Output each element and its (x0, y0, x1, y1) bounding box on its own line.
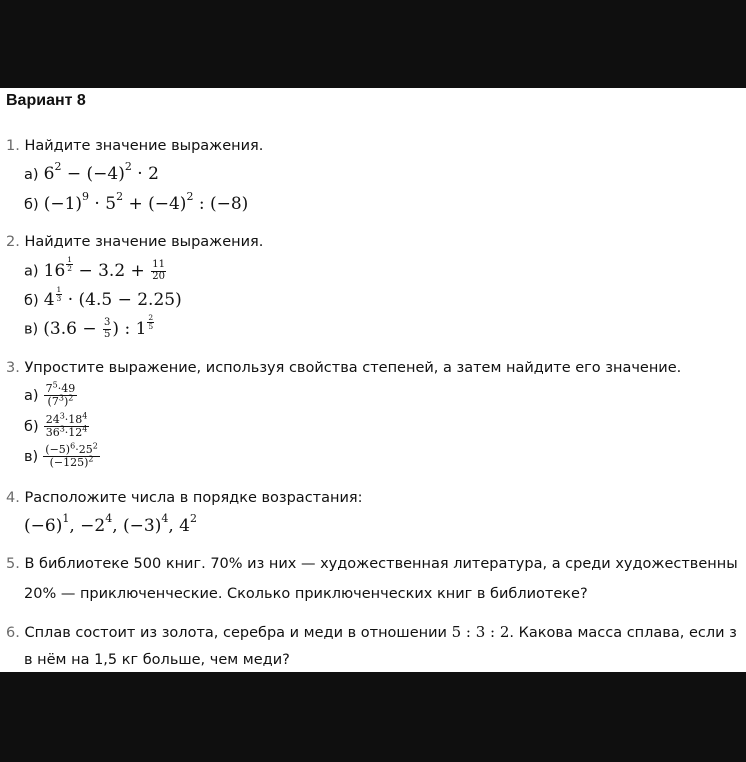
problem-6 (6, 623, 737, 641)
problem-6-line2: в нём на 1,5 кг больше, чем меди? (24, 652, 290, 668)
problem-4 (6, 490, 363, 506)
expression: $(-1)^9 \cdot 5^2 + (-4)^2$ : (−8) (43, 190, 249, 214)
problem-1-item-a (24, 160, 159, 184)
page-title: Вариант 8 (6, 92, 86, 109)
problem-text: Расположите числа в порядке возрастания: (24, 490, 363, 506)
expression: $\frac{7^5\cdot 49}{(7^3)^2}$ (45, 380, 76, 409)
item-label: в) (24, 449, 39, 466)
item-label: б) (24, 419, 39, 436)
problem-2-item-b (24, 285, 182, 310)
problem-2 (6, 234, 263, 250)
expression: (3.6 − $\frac{3}{5}$ ) : 1 $\frac{2}{5}$ (43, 313, 154, 340)
expression: $\frac{(-5)^6\cdot 25^2}{(-125)^2}$ (45, 441, 98, 470)
problem-number: 5. (6, 556, 20, 572)
problem-text-line1-tail: . Какова масса сплава, если з (509, 625, 737, 641)
problem-2-item-c (24, 313, 154, 340)
item-label: а) (24, 167, 39, 183)
problem-text: Упростите выражение, используя свойства степеней, а затем найдите его значение. (24, 360, 682, 376)
expression: $\frac{24^3\cdot 18^4}{36^3\cdot 12^4}$ (45, 411, 88, 440)
problem-number: 2. (6, 234, 20, 250)
problem-text-line1: В библиотеке 500 книг. 70% из них — художественная литература, а среди художественны (24, 556, 738, 572)
problem-1 (6, 138, 263, 154)
item-label: в) (24, 321, 39, 338)
problem-5-line2: 20% — приключенческие. Сколько приключенческих книг в библиотеке? (24, 586, 588, 602)
worksheet (0, 88, 746, 672)
problem-number: 6. (6, 625, 20, 641)
problem-text-line1: Сплав состоит из золота, серебра и меди в отношении (24, 625, 447, 641)
problem-2-item-a (24, 255, 167, 282)
problem-1-item-b (24, 190, 249, 214)
problem-5 (6, 556, 738, 572)
item-label: б) (24, 293, 39, 309)
expression: $6^2 - (-4)^2 \cdot 2$ (43, 160, 159, 184)
problem-4-numbers: $(-6)^1$, $-2^4$, $(-3)^4$, $4^2$ (24, 512, 197, 536)
expression: 4 $\frac{1}{3}$ · (4.5 − 2.25) (43, 285, 182, 310)
bottom-black-band (0, 672, 746, 762)
problem-text: Найдите значение выражения. (24, 138, 264, 154)
item-label: а) (24, 263, 39, 280)
problem-number: 1. (6, 138, 20, 154)
item-label: б) (24, 197, 39, 213)
problem-3-item-b (24, 411, 89, 440)
item-label: а) (24, 388, 39, 405)
problem-3 (6, 360, 681, 376)
expression: 16 $\frac{1}{2}$ − 3.2 + $\frac{11}{20}$ (43, 255, 165, 282)
top-black-band (0, 0, 746, 88)
problem-text: Найдите значение выражения. (24, 234, 264, 250)
problem-number: 3. (6, 360, 20, 376)
problem-3-item-c (24, 441, 100, 470)
ratio: 5 : 3 : 2 (451, 623, 510, 641)
problem-3-item-a (24, 380, 77, 409)
problem-number: 4. (6, 490, 20, 506)
